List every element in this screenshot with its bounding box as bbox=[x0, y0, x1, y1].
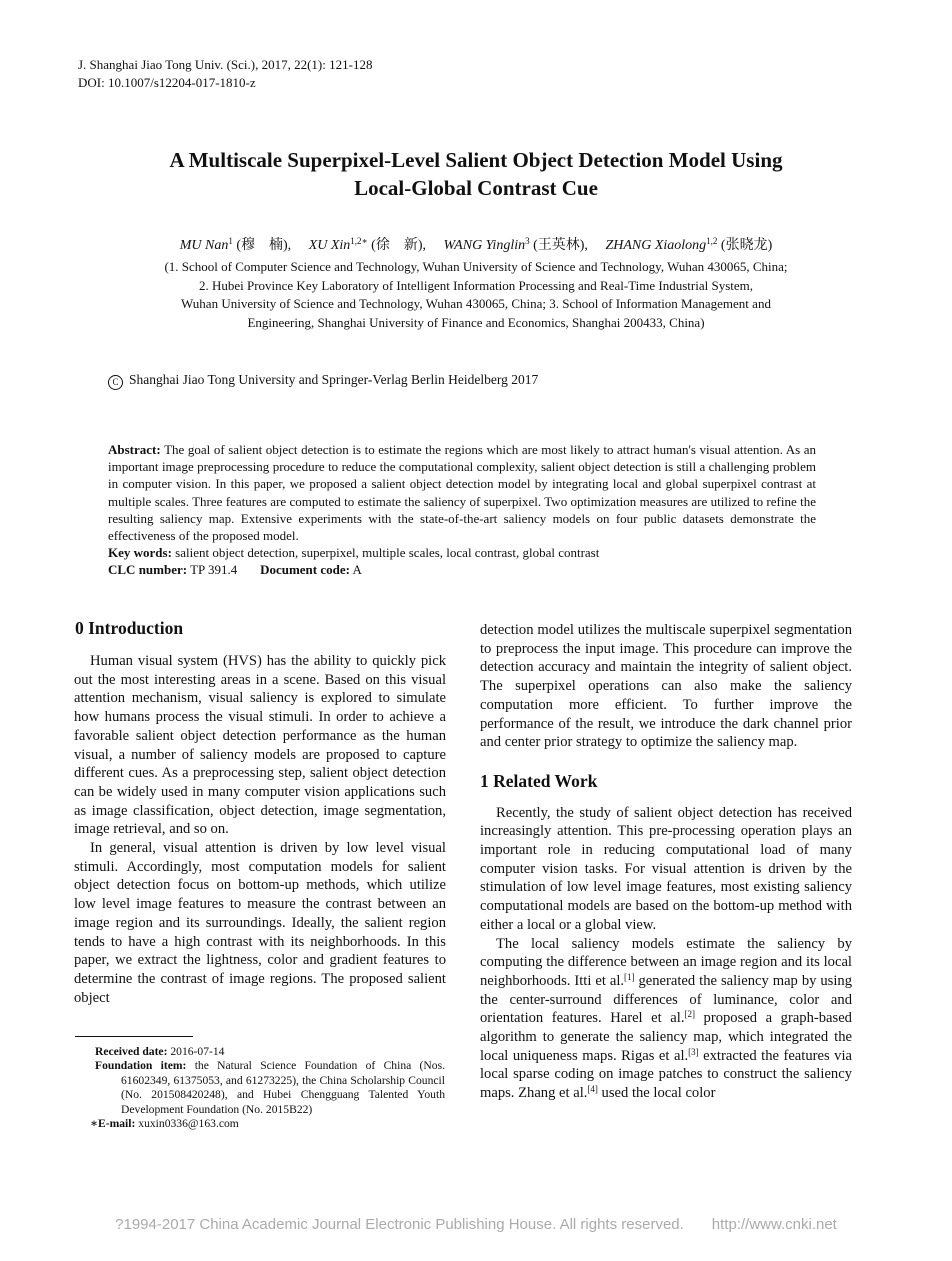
author: MU Nan$^1$ (穆 楠), bbox=[179, 236, 292, 253]
title-line: A Multiscale Superpixel-Level Salient Object Detection Model Using bbox=[169, 148, 783, 172]
copyright-text: Shanghai Jiao Tong University and Springer-Verlag Berlin Heidelberg 2017 bbox=[129, 372, 539, 387]
citation-ref[interactable]: [2] bbox=[684, 1009, 695, 1020]
affiliation-line: 2. Hubei Province Key Laboratory of Intelligent Information Processing and Real-Time Industrial System, bbox=[198, 277, 754, 293]
footnotes bbox=[90, 1045, 445, 1131]
affiliation-line: Wuhan University of Science and Technology, Wuhan 430065, China; 3. School of Information Management and bbox=[181, 296, 771, 311]
running-header bbox=[78, 56, 372, 92]
paragraph: detection model utilizes the multiscale superpixel segmentation to preprocess the input image. This procedure can improve the detection accuracy and maintain the integrity of salient object. The superpixel operations can also make the saliency computation more efficient. To further improve the performance of the result, we introduce the dark channel prior and center prior strategy to optimize the saliency map. bbox=[480, 622, 852, 751]
watermark-copyright: ?1994-2017 China Academic Journal Electronic Publishing House. All rights reserved. bbox=[115, 1216, 684, 1233]
paragraph: Recently, the study of salient object detection has received increasingly attention. This pre-processing operation plays an important role in reducing computational load of many computer vision tasks. For visual attention is driven by the stimulation of low level image features, most existing saliency computational models are based on the bottom-up method with either a local or a global view. bbox=[480, 804, 852, 933]
foundation-item: Foundation item: the Natural Science Foundation of China (Nos. 61602349, 61375053, and 61273225), the China Scholarship Council (No. 201508420248), and Hubei Chengguang Talented Youth Development Foundation (No. 2015B22) bbox=[95, 1059, 445, 1116]
left-column bbox=[74, 652, 446, 1007]
affiliation-line: (1. School of Computer Science and Technology, Wuhan University of Science and Technology, Wuhan 430065, China; bbox=[164, 259, 788, 274]
doi: DOI: 10.1007/s12204-017-1810-z bbox=[78, 75, 256, 90]
watermark-url: http://www.cnki.net bbox=[711, 1216, 837, 1233]
abstract: Abstract: The goal of salient object detection is to estimate the regions which are most likely to attract human's visual attention. As an important image preprocessing procedure to reduce the computational complexity, salient object detection is still a challenging problem in computer vision. In this paper, we proposed a salient object detection model by integrating local and global superpixel contrast at multiple scales. Three features are computed to estimate the saliency of superpixel. Two optimization measures are utilized to refine the resulting saliency map. Extensive experiments with the state-of-the-art saliency models on four public datasets demonstrate the effectiveness of the proposed model. bbox=[108, 442, 816, 544]
journal-citation: J. Shanghai Jiao Tong Univ. (Sci.), 2017, 22(1): 121-128 bbox=[78, 57, 373, 72]
citation-ref[interactable]: [1] bbox=[624, 971, 635, 982]
citation-ref[interactable]: [4] bbox=[587, 1084, 598, 1095]
affiliation-line: Engineering, Shanghai University of Finance and Economics, Shanghai 200433, China) bbox=[247, 314, 705, 330]
author: ZHANG Xiaolong$^{1,2}$ (张晓龙) bbox=[605, 236, 773, 253]
received-date: Received date: 2016-07-14 bbox=[95, 1045, 225, 1058]
paragraph: The local saliency models estimate the saliency by computing the difference between an image region and its local neighborhoods. Itti et al.[1] generated the saliency map by using the center-surround differences of luminance, color and orientation features. Harel et al.[2] proposed a graph-based algorithm to generate the saliency map, which integrated the local uniqueness maps. Rigas et al.[3] extracted the features via local sparse coding on image patches to construct the saliency maps. Zhang et al.[4] used the local color bbox=[480, 935, 852, 1102]
author: XU Xin$^{1,2∗}$ (徐 新), bbox=[308, 236, 426, 253]
paragraph: In general, visual attention is driven by low level visual stimuli. Accordingly, most computation models for salient object detection focus on bottom-up methods, which utilize low level image features to measure the contrast between an image region and its surroundings. Ideally, the salient region tends to have a high contrast with its neighborhoods. In this paper, we extract the lightness, color and gradient features to determine the contrast of image regions. The proposed salient object bbox=[74, 840, 446, 1006]
right-column bbox=[480, 621, 852, 1103]
footnote-divider bbox=[75, 1036, 193, 1037]
author: WANG Yinglin$^3$ (王英林), bbox=[443, 236, 588, 253]
section-heading-introduction: 0 Introduction bbox=[75, 618, 184, 638]
title-line: Local-Global Contrast Cue bbox=[354, 176, 598, 200]
watermark bbox=[0, 1216, 952, 1233]
classification: CLC number: TP 391.4 Document code: A bbox=[108, 562, 362, 578]
abstract-block bbox=[108, 441, 816, 579]
author-list bbox=[60, 236, 892, 255]
copyright-icon: C bbox=[108, 375, 123, 390]
section-heading-related-work: 1 Related Work bbox=[480, 770, 598, 791]
paper-title bbox=[60, 146, 892, 202]
paragraph: Human visual system (HVS) has the ability to quickly pick out the most interesting areas in a scene. Based on this visual attention mechanism, visual saliency is explored to simulate how humans process the visual stimuli. In order to achieve a favorable salient object detection performance as the human visual, a number of saliency models are proposed to capture different cues. As a preprocessing step, salient object detection can be widely used in many computer vision applications such as image classification, object detection, image segmentation, image retrieval, and so on. bbox=[74, 653, 446, 838]
keywords: Key words: salient object detection, superpixel, multiple scales, local contrast, global contrast bbox=[108, 545, 600, 561]
copyright-notice bbox=[108, 372, 538, 390]
email: ∗E-mail: xuxin0336@163.com bbox=[90, 1117, 239, 1131]
affiliations bbox=[60, 258, 892, 332]
citation-ref[interactable]: [3] bbox=[688, 1046, 699, 1057]
